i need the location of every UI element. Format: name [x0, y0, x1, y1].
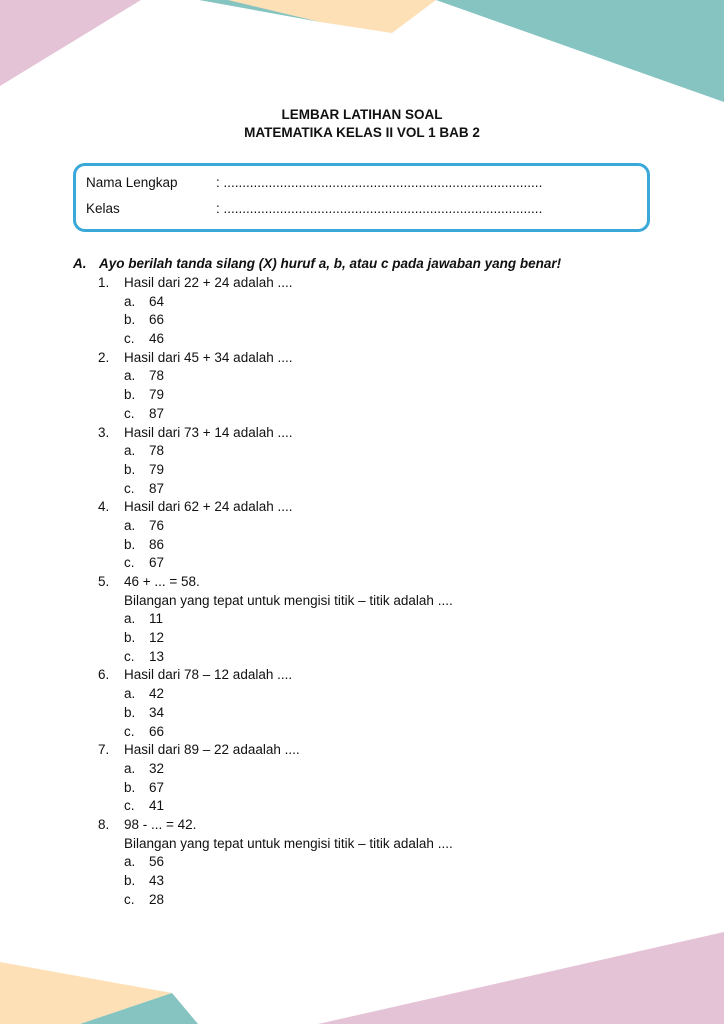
question-item: [98, 573, 453, 666]
question-text: 46 + ... = 58.: [124, 574, 200, 589]
class-field-row: [86, 201, 542, 216]
question-text: Hasil dari 45 + 34 adalah ....: [124, 349, 293, 365]
answer-option[interactable]: [98, 330, 453, 349]
option-value: 41: [149, 798, 165, 814]
question-text: 98 - ... = 42.: [124, 816, 197, 832]
answer-option[interactable]: [98, 405, 453, 424]
option-value: 64: [149, 293, 165, 309]
answer-option[interactable]: [98, 536, 453, 555]
question-number: 3.: [98, 424, 110, 440]
option-letter: a.: [124, 611, 136, 627]
section-instruction: Ayo berilah tanda silang (X) huruf a, b, atau c pada jawaban yang benar!: [99, 256, 562, 271]
top-peach-shape: [228, 0, 436, 33]
worksheet-title: LEMBAR LATIHAN SOAL: [281, 107, 443, 122]
question-text: Hasil dari 78 – 12 adalah ....: [124, 667, 293, 683]
option-letter: c.: [124, 331, 135, 347]
question-line: [98, 666, 453, 685]
option-value: 66: [149, 312, 165, 328]
class-fill-line: : .....................................................................................: [216, 201, 543, 216]
option-value: 87: [149, 480, 165, 496]
option-letter: b.: [124, 779, 136, 795]
name-fill-line: : .....................................................................................: [216, 175, 543, 190]
answer-option[interactable]: [98, 610, 453, 629]
option-letter: a.: [124, 293, 136, 309]
option-letter: a.: [124, 760, 136, 776]
option-letter: c.: [124, 405, 135, 421]
question-line: [98, 741, 453, 760]
top-left-pink-shape: [0, 0, 141, 86]
option-letter: c.: [124, 480, 135, 496]
question-subtext: Bilangan yang tepat untuk mengisi titik – titik adalah ....: [124, 592, 453, 608]
answer-option[interactable]: [98, 367, 453, 386]
option-value: 46: [149, 331, 165, 347]
answer-option[interactable]: [98, 480, 453, 499]
option-value: 43: [149, 873, 165, 888]
answer-option[interactable]: [98, 723, 453, 742]
answer-option[interactable]: [98, 517, 453, 536]
option-value: 28: [149, 891, 165, 907]
option-letter: c.: [124, 891, 135, 907]
question-number: 6.: [98, 667, 110, 683]
option-letter: a.: [124, 686, 136, 702]
answer-option[interactable]: [98, 704, 453, 723]
bottom-right-pink-shape: [318, 932, 724, 1024]
question-number: 8.: [98, 816, 110, 832]
option-value: 67: [149, 779, 165, 795]
top-right-teal-shape: [436, 0, 724, 102]
question-subtext: Bilangan yang tepat untuk mengisi titik – titik adalah ....: [124, 835, 453, 851]
option-letter: c.: [124, 555, 135, 571]
answer-option[interactable]: [98, 461, 453, 480]
answer-option[interactable]: [98, 442, 453, 461]
answer-option[interactable]: [98, 648, 453, 667]
option-value: 34: [149, 704, 165, 720]
answer-option[interactable]: [98, 779, 453, 798]
option-value: 86: [149, 536, 165, 552]
answer-option[interactable]: [98, 853, 453, 872]
question-list: [98, 274, 453, 909]
question-line: [98, 573, 453, 592]
answer-option[interactable]: [98, 554, 453, 573]
option-value: 67: [149, 555, 165, 571]
option-letter: b.: [124, 873, 136, 888]
option-value: 56: [149, 854, 165, 870]
answer-option[interactable]: [98, 311, 453, 330]
question-item: [98, 349, 453, 424]
name-label: Nama Lengkap: [86, 175, 178, 190]
option-letter: c.: [124, 648, 135, 664]
section-letter: A.: [73, 256, 87, 271]
class-label: Kelas: [86, 201, 120, 216]
answer-option[interactable]: [98, 760, 453, 779]
question-line: [98, 816, 453, 835]
option-letter: b.: [124, 461, 136, 477]
option-letter: a.: [124, 368, 136, 384]
option-letter: a.: [124, 517, 136, 533]
question-line: [98, 274, 453, 293]
question-text: Hasil dari 22 + 24 adalah ....: [124, 275, 293, 290]
option-value: 11: [149, 611, 164, 627]
question-item: [98, 498, 453, 573]
question-item: [98, 424, 453, 499]
option-letter: c.: [124, 723, 135, 739]
option-letter: a.: [124, 854, 136, 870]
answer-option[interactable]: [98, 629, 453, 648]
option-value: 32: [149, 760, 165, 776]
question-item: [98, 666, 453, 741]
question-item: [98, 816, 453, 909]
question-line: [98, 349, 453, 368]
question-number: 2.: [98, 349, 110, 365]
option-value: 76: [149, 517, 165, 533]
answer-option[interactable]: [98, 386, 453, 405]
option-value: 79: [149, 461, 165, 477]
section-heading: [73, 256, 561, 271]
option-letter: a.: [124, 443, 136, 459]
question-text: Hasil dari 73 + 14 adalah ....: [124, 424, 293, 440]
name-field-row: [86, 175, 542, 190]
question-number: 1.: [98, 275, 110, 290]
question-item: [98, 274, 453, 349]
option-letter: b.: [124, 704, 136, 720]
question-number: 4.: [98, 499, 110, 515]
question-text: Hasil dari 89 – 22 adaalah ....: [124, 742, 300, 758]
worksheet-subtitle: MATEMATIKA KELAS II VOL 1 BAB 2: [244, 125, 480, 140]
option-value: 78: [149, 443, 165, 459]
question-text: Hasil dari 62 + 24 adalah ....: [124, 499, 293, 515]
answer-option[interactable]: [98, 293, 453, 312]
answer-option[interactable]: [98, 872, 453, 891]
option-value: 42: [149, 686, 165, 702]
answer-option[interactable]: [98, 797, 453, 816]
answer-option[interactable]: [98, 685, 453, 704]
student-identity-box: [73, 163, 650, 232]
option-value: 12: [149, 630, 165, 646]
answer-option[interactable]: [98, 891, 453, 910]
option-letter: b.: [124, 312, 136, 328]
question-item: [98, 741, 453, 816]
option-letter: b.: [124, 387, 136, 403]
option-value: 78: [149, 368, 165, 384]
option-value: 66: [149, 723, 165, 739]
question-line: [98, 424, 453, 443]
question-number: 7.: [98, 742, 110, 758]
option-letter: b.: [124, 630, 136, 646]
question-number: 5.: [98, 574, 110, 589]
option-value: 13: [149, 648, 165, 664]
option-letter: c.: [124, 798, 135, 814]
option-value: 79: [149, 387, 165, 403]
question-line: [98, 498, 453, 517]
option-value: 87: [149, 405, 165, 421]
option-letter: b.: [124, 536, 136, 552]
